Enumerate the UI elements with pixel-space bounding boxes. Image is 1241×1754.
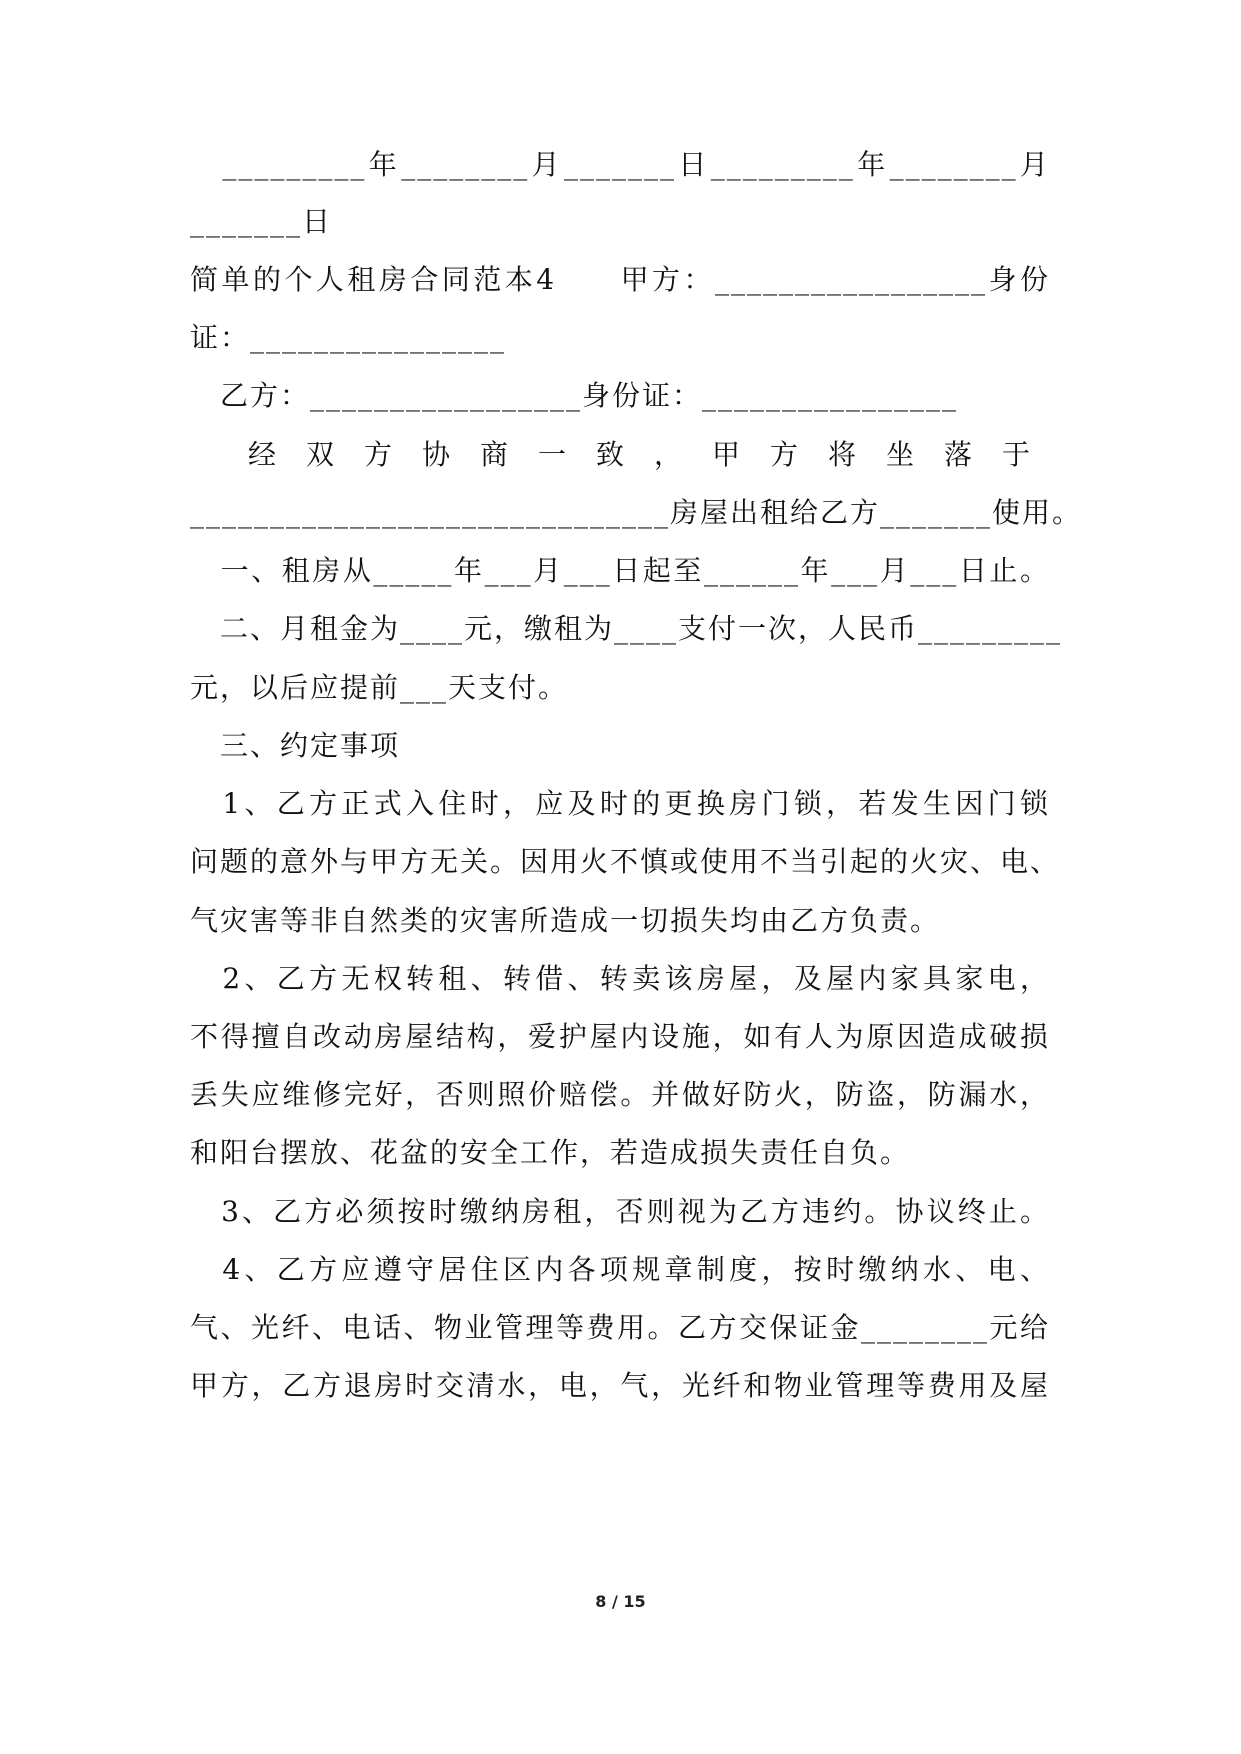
text-line-item-4c: 甲方，乙方退房时交清水，电，气，光纤和物业管理等费用及屋 <box>190 1369 1050 1402</box>
text-line-clause-1-term: 一、租房从_____年___月___日起至______年___月___日止。 <box>190 554 1050 587</box>
text-line-date-day: _______日 <box>190 205 333 238</box>
text-line-date-range: _________年________月_______日_________年________月 <box>190 148 1050 181</box>
text-line-party-a-id: 证：________________ <box>190 321 507 354</box>
text-line-item-1b: 问题的意外与甲方无关。因用火不慎或使用不当引起的火灾、电、 <box>190 845 1061 878</box>
text-line-item-2a: 2、乙方无权转租、转借、转卖该房屋，及屋内家具家电， <box>190 962 1050 995</box>
text-line-party-b: 乙方：_________________身份证：________________ <box>190 379 959 412</box>
text-line-property-location: ______________________________房屋出租给乙方_______使用。 <box>190 496 1083 529</box>
text-line-clause-2-rent: 二、月租金为____元，缴租为____支付一次，人民币_________ <box>190 612 1063 645</box>
page-number: 8 / 15 <box>595 1592 646 1611</box>
text-line-agreement-intro: 经双方协商一致，甲方将坐落于 <box>190 438 1061 471</box>
text-line-item-2c: 丢失应维修完好，否则照价赔偿。并做好防火，防盗，防漏水， <box>190 1078 1050 1111</box>
text-line-item-1a: 1、乙方正式入住时，应及时的更换房门锁，若发生因门锁 <box>190 787 1050 820</box>
text-line-clause-3-heading: 三、约定事项 <box>190 729 401 762</box>
text-line-item-4b: 气、光纤、电话、物业管理等费用。乙方交保证金________元给 <box>190 1311 1050 1344</box>
text-line-clause-2-payment: 元，以后应提前___天支付。 <box>190 671 569 704</box>
text-line-item-2b: 不得擅自改动房屋结构，爱护屋内设施，如有人为原因造成破损 <box>190 1020 1050 1053</box>
text-line-contract-title: 简单的个人租房合同范本4 甲方：_________________身份 <box>190 263 1050 296</box>
text-line-item-3: 3、乙方必须按时缴纳房租，否则视为乙方违约。协议终止。 <box>190 1195 1050 1228</box>
text-line-item-4a: 4、乙方应遵守居住区内各项规章制度，按时缴纳水、电、 <box>190 1253 1050 1286</box>
text-line-item-2d: 和阳台摆放、花盆的安全工作，若造成损失责任自负。 <box>190 1136 911 1169</box>
text-line-item-1c: 气灾害等非自然类的灾害所造成一切损失均由乙方负责。 <box>190 904 941 937</box>
